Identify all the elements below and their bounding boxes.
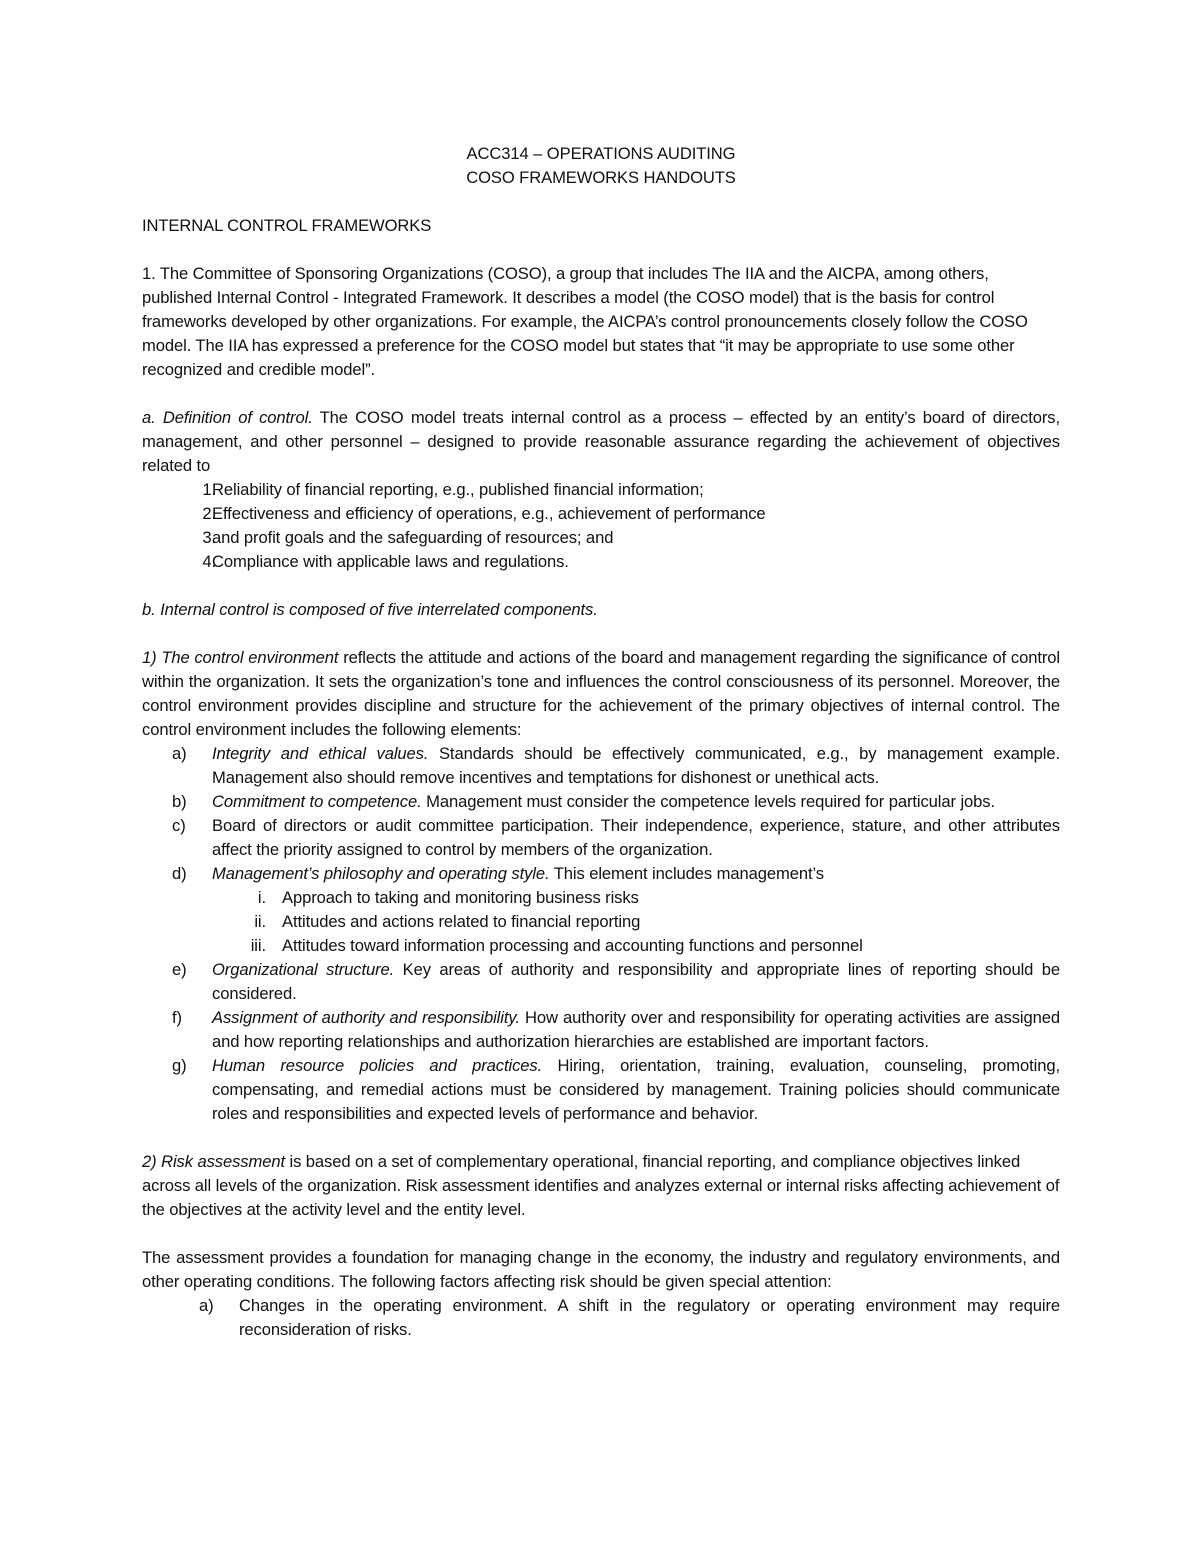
control-environment-paragraph: 1) The control environment reflects the attitude and actions of the board and management regarding the significance of control within the organization. It sets the organization’s tone and influences the control consciousness of its personnel. Moreover, the control environment provides discipline and structure for the achievement of the primary objectives of internal control. The control environment includes the following elements: [142,648,1060,739]
list-item: 3. and profit goals and the safeguarding of resources; and [202,528,614,547]
roman-list-item: ii. Attitudes and actions related to financial reporting [254,912,641,931]
list-item: a) Integrity and ethical values. Standards should be effectively communicated, e.g., by management example. Management also should remove incentives and temptations for dishonest or unethical acts. [172,744,1060,787]
list-item: g) Human resource policies and practices. Hiring, orientation, training, evaluation, counseling, promoting, compensating, and remedial actions must be considered by management. Training policies should communicate roles and responsibilities and expected levels of performance and behavior. [172,1056,1060,1123]
components-heading: b. Internal control is composed of five interrelated components. [142,600,598,619]
objectives-list [142,478,1060,574]
roman-list-item: iii. Attitudes toward information processing and accounting functions and personnel [250,936,863,955]
control-environment-list [142,742,1060,1126]
risk-assessment-paragraph: 2) Risk assessment is based on a set of complementary operational, financial reporting, and compliance objectives linked across all levels of the organization. Risk assessment identifies and analyzes external or internal risks affecting achievement of the objectives at the activity level and the entity level. [142,1152,1060,1219]
document-page [142,142,1060,1342]
list-item: e) Organizational structure. Key areas of authority and responsibility and appropriate lines of reporting should be considered. [172,960,1061,1003]
definition-paragraph [142,406,1060,478]
risk-factors-list [142,1294,1060,1342]
section-heading: INTERNAL CONTROL FRAMEWORKS [142,216,432,235]
list-item: c) Board of directors or audit committee participation. Their independence, experience, stature, and other attributes affect the priority assigned to control by members of the organization. [172,816,1060,859]
roman-list-item: i. Approach to taking and monitoring business risks [257,888,639,907]
definition-text: The COSO model treats internal control as a process – effected by an entity’s board of directors, management, and other personnel – designed to provide reasonable assurance regarding the achievement of objectives related to [142,408,1060,475]
risk-assessment-lead: 2) Risk assessment [142,1152,285,1171]
course-title: ACC314 – OPERATIONS AUDITING [466,144,736,163]
list-item: d) Management’s philosophy and operating style. This element includes management’s [172,864,824,883]
handout-title: COSO FRAMEWORKS HANDOUTS [466,168,736,187]
list-item: a) Changes in the operating environment. A shift in the regulatory or operating environment may require reconsideration of risks. [199,1296,1060,1339]
list-item: f) Assignment of authority and responsibility. How authority over and responsibility for operating activities are assigned and how reporting relationships and authorization hierarchies are established are important factors. [172,1008,1060,1051]
definition-lead: a. Definition of control. [142,408,313,427]
intro-paragraph: 1. The Committee of Sponsoring Organizations (COSO), a group that includes The IIA and the AICPA, among others, published Internal Control - Integrated Framework. It describes a model (the COSO model) that is the basis for control frameworks developed by other organizations. For example, the AICPA’s control pronouncements closely follow the COSO model. The IIA has expressed a preference for the COSO model but states that “it may be appropriate to use some other recognized and credible model”. [142,264,1028,379]
list-item: b) Commitment to competence. Management must consider the competence levels required for particular jobs. [172,792,995,811]
control-environment-lead: 1) The control environment [142,648,339,667]
list-item: 2. Effectiveness and efficiency of operations, e.g., achievement of performance [202,504,766,523]
list-item: 1. Reliability of financial reporting, e.g., published financial information; [202,480,704,499]
list-item: 4. Compliance with applicable laws and regulations. [202,552,569,571]
assessment-foundation-paragraph: The assessment provides a foundation for managing change in the economy, the industry and regulatory environments, and other operating conditions. The following factors affecting risk should be given special attention: [142,1248,1060,1291]
